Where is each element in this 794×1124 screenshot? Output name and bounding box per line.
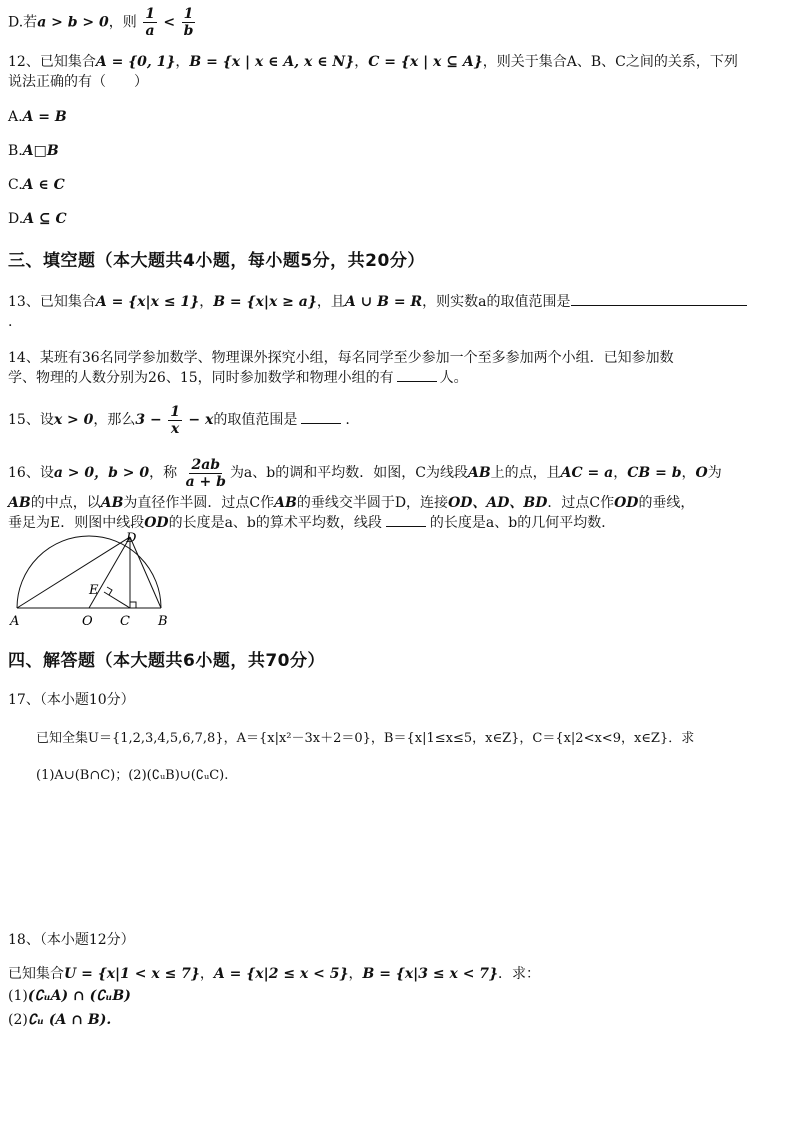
q16-ab: AB [8, 495, 31, 511]
q15-fraction [168, 404, 182, 437]
q11-option-d [8, 6, 786, 39]
q13-text-c: ，则实数a的取值范围是 [422, 294, 571, 310]
label-d: D [126, 531, 137, 546]
q17-line2: (1)A∪(B∩C)；(2)(∁ᵤB)∪(∁ᵤC). [36, 768, 229, 783]
label-o: O [82, 614, 93, 629]
q12-set-a: A = {0, 1} [95, 54, 176, 70]
q16-condition: a > 0，b > 0 [53, 465, 150, 481]
q16-ab: AB [100, 495, 124, 511]
q18-item1-prefix: (1) [8, 988, 28, 1004]
q16-fraction [184, 457, 228, 490]
segment-ce [104, 592, 130, 608]
q16-frac-num: 2ab [191, 456, 221, 473]
q13-union: A ∪ B = R [344, 294, 423, 310]
option-prefix: A. [8, 109, 23, 125]
option-math: A ⊆ C [23, 211, 67, 227]
q16-text: 的长度是a、b的几何平均数． [429, 515, 616, 531]
q16-text: ．过点C作 [547, 495, 615, 511]
q16-text-e: 为 [707, 465, 722, 481]
q12-set-c: C = {x | x ⊆ A} [368, 54, 483, 70]
q11-frac2-num: 1 [183, 6, 194, 22]
q16-prefix: 16、设 [8, 465, 54, 481]
q18-item2-prefix: (2) [8, 1012, 28, 1028]
q16-od: OD [614, 495, 639, 511]
q11-frac1-den: a [145, 23, 155, 39]
q11-less-than: < [163, 14, 176, 31]
label-b: B [158, 614, 168, 629]
q16-segments: OD、AD、BD [448, 495, 548, 511]
option-prefix: C. [8, 177, 23, 193]
q15-text-b: ，那么 [93, 412, 136, 428]
option-math: A□B [22, 143, 59, 159]
q16-ab: AB [467, 465, 491, 481]
q13-end: . [8, 314, 13, 330]
q16-semicircle-figure [6, 528, 182, 630]
section4-heading: 四、解答题（本大题共6小题，共70分） [8, 651, 325, 671]
q16-ac: AC = a [560, 465, 614, 481]
q16-line2 [8, 493, 786, 513]
q18-text-end: ．求： [498, 966, 541, 982]
q12-option-d [8, 209, 786, 229]
q12-sep2: ， [354, 54, 369, 70]
q11-fraction-1 [143, 6, 157, 39]
q13-text-b: ，且 [316, 294, 345, 310]
q16-answer-blank[interactable] [386, 526, 426, 527]
q11-condition: a > b > 0 [37, 14, 109, 31]
label-c: C [120, 614, 130, 629]
q18-set-a: A = {x|2 ≤ x < 5} [213, 966, 349, 982]
q13-set-b: B = {x|x ≥ a} [213, 294, 317, 310]
q15-expr-a: 3 − [135, 412, 162, 428]
q18-item2-math: ∁ᵤ (A ∩ B). [27, 1012, 112, 1028]
q13-answer-blank[interactable] [571, 305, 747, 306]
q16-ab: AB [274, 495, 297, 511]
q16-text: 垂足为E．则图中线段 [8, 515, 145, 531]
q12-option-c [8, 175, 786, 195]
q18-header: 18、（本小题12分） [8, 932, 135, 948]
q11-frac1-num: 1 [145, 6, 155, 22]
q15-text-c: 的取值范围是 [213, 412, 298, 428]
option-prefix: D. [8, 211, 24, 227]
q18-sep2: ， [348, 966, 363, 982]
q11-frac2-den: b [183, 23, 194, 39]
q16-sep: ， [613, 465, 628, 481]
q18-line1 [8, 964, 786, 984]
q18-sep1: ， [199, 966, 214, 982]
q18-prefix: 已知集合 [8, 966, 64, 982]
q13-prefix: 13、已知集合 [8, 294, 96, 310]
option-math: A ∈ C [22, 177, 65, 193]
q16-text: 的垂线， [638, 495, 695, 511]
q15-prefix: 15、设 [8, 412, 54, 428]
q15-frac-den: x [170, 420, 180, 437]
q14-line2-text: 学、物理的人数分别为26、15，同时参加数学和物理小组的有 [8, 370, 394, 386]
q12-stem-rest: ，则关于集合A、B、C之间的关系，下列 [482, 54, 738, 70]
label-a: A [10, 614, 20, 629]
q12-sep1: ， [175, 54, 190, 70]
q18-item1 [8, 986, 786, 1006]
q18-item2 [8, 1010, 786, 1030]
q17-header: 17、（本小题10分） [8, 692, 135, 708]
q12-set-b: B = {x | x ∈ A, x ∈ N} [189, 54, 355, 70]
q11-fraction-2 [182, 6, 196, 39]
q11-then: ，则 [108, 14, 137, 31]
q15-line [8, 402, 786, 438]
q16-line1 [8, 455, 786, 491]
q16-od: OD [144, 515, 169, 531]
q15-expr-b: − x [188, 412, 214, 428]
q16-text-c: 为a、b的调和平均数．如图，C为线段 [229, 465, 468, 481]
q14-line1: 14、某班有36名同学参加数学、物理课外探究小组，每名同学至少参加一个至多参加两个小组．已知参加数 [8, 350, 674, 366]
option-math: A = B [22, 109, 67, 125]
option-prefix: B. [8, 143, 23, 159]
q15-end: . [345, 412, 350, 428]
q12-option-a [8, 107, 786, 127]
q15-frac-num: 1 [170, 403, 180, 420]
q14-line2-end: 人。 [439, 370, 468, 386]
q18-set-b: B = {x|3 ≤ x < 7} [362, 966, 499, 982]
q16-text-b: ，称 [149, 465, 178, 481]
q12-prefix: 12、已知集合 [8, 54, 96, 70]
segment-bd [130, 537, 161, 608]
q12-stem-line1 [8, 52, 786, 72]
q16-frac-den: a + b [185, 473, 226, 490]
q16-text: 的垂线交半圆于D，连接 [296, 495, 449, 511]
q11-option-d-prefix: D.若 [8, 14, 38, 31]
q14-line2 [8, 368, 786, 388]
q13-sep: ， [199, 294, 214, 310]
q12-stem-line2: 说法正确的有（ ） [8, 74, 148, 90]
q16-cb: CB = b [627, 465, 682, 481]
q16-o: O [695, 465, 708, 481]
q15-condition: x > 0 [53, 412, 94, 428]
section3-heading: 三、填空题（本大题共4小题，每小题5分，共20分） [8, 251, 425, 271]
q16-text-d: 上的点，且 [490, 465, 561, 481]
right-angle-c [130, 602, 136, 608]
q16-text: 的长度是a、b的算术平均数，线段 [168, 515, 382, 531]
q14-answer-blank[interactable] [397, 381, 437, 382]
q16-text: 的中点，以 [30, 495, 101, 511]
label-e: E [89, 583, 99, 598]
q13-set-a: A = {x|x ≤ 1} [95, 294, 200, 310]
q18-set-u: U = {x|1 < x ≤ 7} [64, 966, 200, 982]
q12-option-b [8, 141, 786, 161]
q17-line1: 已知全集U＝{1,2,3,4,5,6,7,8}，A＝{x|x²－3x＋2＝0}，B＝{x|1≤x≤5，x∈Z}，C＝{x|2<x<9，x∈Z}．求 [36, 731, 695, 746]
q16-sep2: ， [681, 465, 696, 481]
q13-line [8, 292, 786, 312]
q15-answer-blank[interactable] [301, 423, 341, 424]
q16-text: 为直径作半圆．过点C作 [123, 495, 275, 511]
q18-item1-math: (∁ᵤA) ∩ (∁ᵤB) [27, 988, 131, 1004]
